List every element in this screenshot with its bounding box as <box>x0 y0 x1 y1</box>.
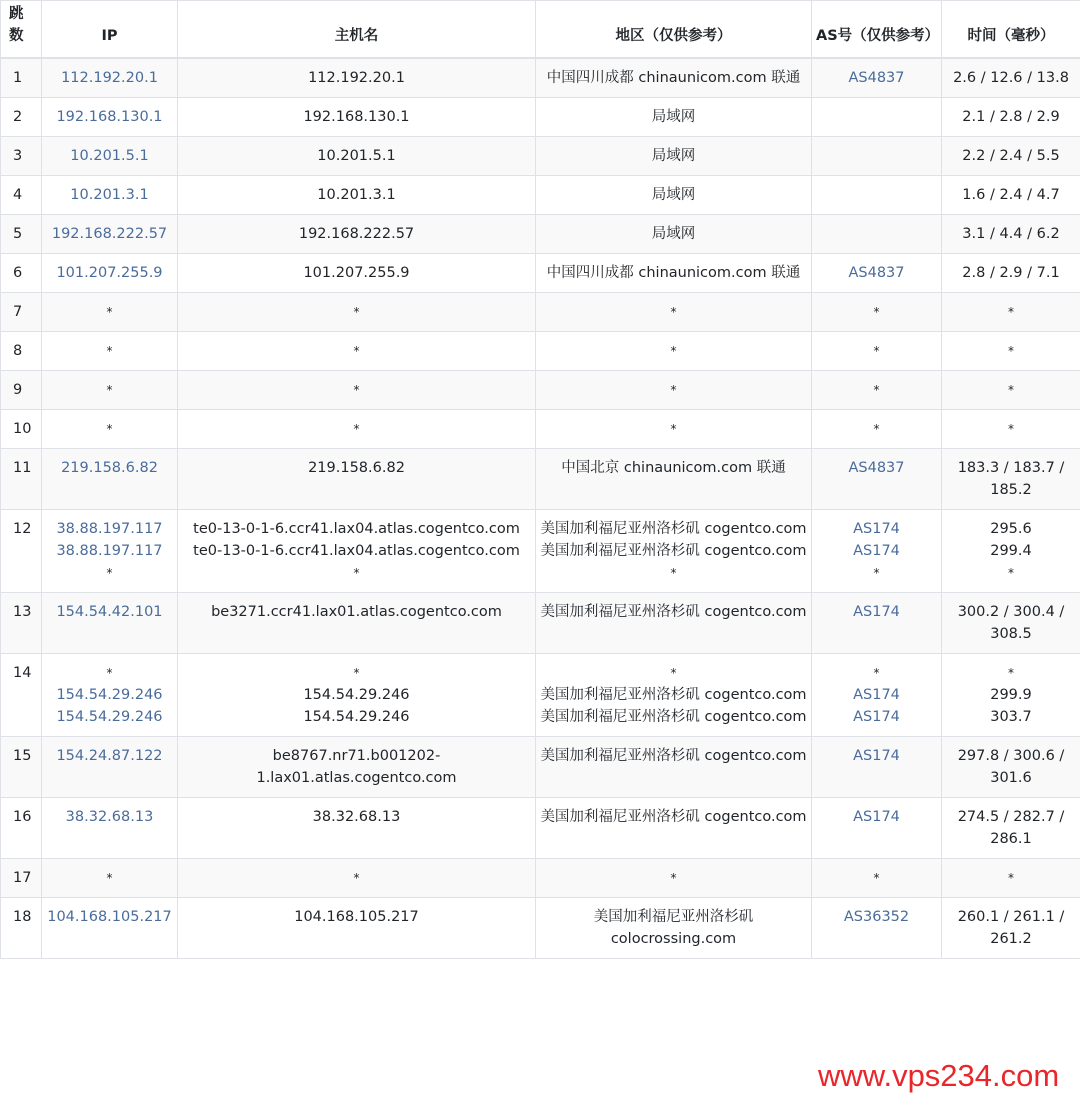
as-link[interactable]: AS174 <box>853 809 900 825</box>
geo-value: 美国加利福尼亚州洛杉矶 cogentco.com <box>540 748 807 764</box>
as-link[interactable]: AS4837 <box>848 460 905 476</box>
hostname-value: * <box>353 422 360 436</box>
time-value: 299.9 <box>990 687 1032 703</box>
ip-cell <box>42 510 178 593</box>
ip-cell <box>42 654 178 737</box>
time-value: 260.1 / 261.1 / 261.2 <box>957 909 1065 947</box>
hostname-value: 154.54.29.246 <box>303 687 410 703</box>
as-cell <box>812 898 942 959</box>
geo-value: 局域网 <box>651 187 696 203</box>
table-row <box>1 737 1080 798</box>
ip-link[interactable]: 192.168.222.57 <box>51 226 168 242</box>
header-time: 时间（毫秒） <box>942 1 1080 59</box>
ip-cell <box>42 593 178 654</box>
hostname-cell <box>178 254 536 293</box>
hostname-cell <box>178 510 536 593</box>
hostname-value: * <box>353 566 360 580</box>
geo-cell <box>536 215 812 254</box>
geo-value: 局域网 <box>651 109 696 125</box>
header-ip: IP <box>42 1 178 59</box>
ip-cell <box>42 332 178 371</box>
hop-cell: 18 <box>1 898 42 959</box>
hostname-value: te0-13-0-1-6.ccr41.lax04.atlas.cogentco.com <box>193 521 520 537</box>
table-row <box>1 332 1080 371</box>
as-cell <box>812 859 942 898</box>
geo-cell <box>536 293 812 332</box>
as-value: * <box>873 383 880 397</box>
hop-cell: 5 <box>1 215 42 254</box>
as-cell <box>812 176 942 215</box>
hop-cell: 11 <box>1 449 42 510</box>
ip-link[interactable]: 154.54.29.246 <box>56 687 163 703</box>
ip-value: * <box>106 344 113 358</box>
hostname-value: te0-13-0-1-6.ccr41.lax04.atlas.cogentco.com <box>193 543 520 559</box>
hostname-cell <box>178 371 536 410</box>
ip-link[interactable]: 154.24.87.122 <box>56 748 163 764</box>
geo-cell <box>536 410 812 449</box>
hop-cell: 1 <box>1 58 42 98</box>
time-value: * <box>1008 666 1014 680</box>
ip-cell <box>42 58 178 98</box>
ip-cell <box>42 371 178 410</box>
geo-value: 中国北京 chinaunicom.com 联通 <box>561 460 786 476</box>
time-value: 295.6 <box>990 521 1032 537</box>
hostname-value: be8767.nr71.b001202-1.lax01.atlas.cogentco.com <box>256 748 457 786</box>
hop-cell: 9 <box>1 371 42 410</box>
as-cell <box>812 449 942 510</box>
time-value: * <box>1008 383 1014 397</box>
ip-cell <box>42 98 178 137</box>
hostname-cell <box>178 176 536 215</box>
geo-cell <box>536 654 812 737</box>
time-cell <box>942 332 1080 371</box>
as-value: * <box>873 305 880 319</box>
hostname-value: * <box>353 666 360 680</box>
geo-cell <box>536 176 812 215</box>
geo-value: * <box>670 666 677 680</box>
hop-cell: 4 <box>1 176 42 215</box>
hostname-value: 219.158.6.82 <box>308 460 405 476</box>
geo-cell <box>536 58 812 98</box>
ip-value: * <box>106 871 113 885</box>
as-link[interactable]: AS4837 <box>848 70 905 86</box>
as-cell <box>812 215 942 254</box>
time-value: 2.8 / 2.9 / 7.1 <box>962 265 1060 281</box>
geo-cell <box>536 510 812 593</box>
hostname-value: 10.201.3.1 <box>317 187 396 203</box>
as-link[interactable]: AS174 <box>853 709 900 725</box>
ip-cell <box>42 898 178 959</box>
hostname-cell <box>178 410 536 449</box>
as-value: * <box>873 666 880 680</box>
time-value: 299.4 <box>990 543 1032 559</box>
hop-cell: 16 <box>1 798 42 859</box>
time-cell <box>942 371 1080 410</box>
ip-value: * <box>106 305 113 319</box>
ip-cell <box>42 410 178 449</box>
geo-value: 美国加利福尼亚州洛杉矶 cogentco.com <box>540 709 807 725</box>
geo-value: 美国加利福尼亚州洛杉矶 colocrossing.com <box>593 909 754 947</box>
header-hop: 跳数 <box>1 1 42 59</box>
time-value: * <box>1008 344 1014 358</box>
hostname-cell <box>178 98 536 137</box>
as-cell <box>812 58 942 98</box>
time-cell <box>942 58 1080 98</box>
geo-value: 美国加利福尼亚州洛杉矶 cogentco.com <box>540 809 807 825</box>
geo-value: 美国加利福尼亚州洛杉矶 cogentco.com <box>540 604 807 620</box>
hostname-value: 112.192.20.1 <box>308 70 405 86</box>
ip-cell <box>42 215 178 254</box>
table-row <box>1 449 1080 510</box>
ip-cell <box>42 859 178 898</box>
table-row <box>1 898 1080 959</box>
hostname-cell <box>178 215 536 254</box>
hop-cell: 6 <box>1 254 42 293</box>
time-cell <box>942 449 1080 510</box>
time-cell <box>942 410 1080 449</box>
ip-value: * <box>106 566 113 580</box>
table-row <box>1 254 1080 293</box>
as-value: * <box>873 344 880 358</box>
ip-cell <box>42 176 178 215</box>
hostname-cell <box>178 859 536 898</box>
hostname-value: 38.32.68.13 <box>312 809 401 825</box>
hostname-cell <box>178 332 536 371</box>
time-value: 274.5 / 282.7 / 286.1 <box>957 809 1065 847</box>
hostname-cell <box>178 593 536 654</box>
table-row <box>1 859 1080 898</box>
ip-link[interactable]: 112.192.20.1 <box>61 70 158 86</box>
ip-cell <box>42 449 178 510</box>
hop-cell: 8 <box>1 332 42 371</box>
ip-link[interactable]: 38.32.68.13 <box>65 809 154 825</box>
as-cell <box>812 371 942 410</box>
time-value: 303.7 <box>990 709 1032 725</box>
geo-value: 局域网 <box>651 148 696 164</box>
time-cell <box>942 293 1080 332</box>
time-cell <box>942 137 1080 176</box>
as-value: * <box>873 422 880 436</box>
geo-value: 美国加利福尼亚州洛杉矶 cogentco.com <box>540 543 807 559</box>
header-geo: 地区（仅供参考） <box>536 1 812 59</box>
hostname-cell <box>178 654 536 737</box>
ip-cell <box>42 254 178 293</box>
table-row <box>1 593 1080 654</box>
hostname-value: 101.207.255.9 <box>303 265 410 281</box>
ip-link[interactable]: 10.201.5.1 <box>70 148 149 164</box>
time-value: * <box>1008 422 1014 436</box>
geo-cell <box>536 593 812 654</box>
table-row <box>1 798 1080 859</box>
as-value: * <box>873 566 880 580</box>
time-cell <box>942 254 1080 293</box>
table-row <box>1 176 1080 215</box>
hop-cell: 17 <box>1 859 42 898</box>
as-cell <box>812 293 942 332</box>
table-row <box>1 98 1080 137</box>
ip-link[interactable]: 38.88.197.117 <box>56 521 163 537</box>
as-cell <box>812 137 942 176</box>
geo-value: 中国四川成都 chinaunicom.com 联通 <box>546 70 801 86</box>
geo-cell <box>536 137 812 176</box>
time-value: 297.8 / 300.6 / 301.6 <box>957 748 1065 786</box>
time-cell <box>942 593 1080 654</box>
time-value: 1.6 / 2.4 / 4.7 <box>962 187 1060 203</box>
geo-cell <box>536 332 812 371</box>
as-link[interactable]: AS174 <box>853 687 900 703</box>
hop-cell: 12 <box>1 510 42 593</box>
geo-value: 局域网 <box>651 226 696 242</box>
hop-cell: 2 <box>1 98 42 137</box>
geo-cell <box>536 737 812 798</box>
hostname-cell <box>178 898 536 959</box>
as-cell <box>812 410 942 449</box>
ip-link[interactable]: 10.201.3.1 <box>70 187 149 203</box>
table-header <box>1 1 1080 59</box>
time-value: * <box>1008 566 1014 580</box>
time-cell <box>942 98 1080 137</box>
ip-cell <box>42 137 178 176</box>
geo-value: * <box>670 566 677 580</box>
geo-value: 美国加利福尼亚州洛杉矶 cogentco.com <box>540 521 807 537</box>
hostname-cell <box>178 737 536 798</box>
geo-value: * <box>670 344 677 358</box>
geo-cell <box>536 798 812 859</box>
geo-cell <box>536 371 812 410</box>
hostname-value: 154.54.29.246 <box>303 709 410 725</box>
ip-value: * <box>106 422 113 436</box>
geo-value: 美国加利福尼亚州洛杉矶 cogentco.com <box>540 687 807 703</box>
as-cell <box>812 254 942 293</box>
time-cell <box>942 176 1080 215</box>
time-cell <box>942 510 1080 593</box>
time-cell <box>942 898 1080 959</box>
as-link[interactable]: AS174 <box>853 604 900 620</box>
hostname-cell <box>178 293 536 332</box>
header-hostname: 主机名 <box>178 1 536 59</box>
time-value: * <box>1008 305 1014 319</box>
geo-value: * <box>670 305 677 319</box>
as-cell <box>812 737 942 798</box>
table-row <box>1 410 1080 449</box>
hostname-cell <box>178 798 536 859</box>
ip-cell <box>42 293 178 332</box>
header-as: AS号（仅供参考） <box>812 1 942 59</box>
table-row <box>1 510 1080 593</box>
time-cell <box>942 859 1080 898</box>
ip-link[interactable]: 154.54.29.246 <box>56 709 163 725</box>
ip-link[interactable]: 219.158.6.82 <box>61 460 158 476</box>
time-cell <box>942 654 1080 737</box>
hostname-cell <box>178 58 536 98</box>
time-value: 2.2 / 2.4 / 5.5 <box>962 148 1060 164</box>
ip-value: * <box>106 666 113 680</box>
time-value: 2.6 / 12.6 / 13.8 <box>953 70 1069 86</box>
hop-cell: 15 <box>1 737 42 798</box>
geo-cell <box>536 898 812 959</box>
watermark: www.vps234.com <box>818 1058 1060 1093</box>
as-link[interactable]: AS174 <box>853 543 900 559</box>
geo-cell <box>536 98 812 137</box>
hostname-value: 10.201.5.1 <box>317 148 396 164</box>
as-link[interactable]: AS174 <box>853 521 900 537</box>
hop-cell: 3 <box>1 137 42 176</box>
table-row <box>1 215 1080 254</box>
as-link[interactable]: AS4837 <box>848 265 905 281</box>
table-row <box>1 654 1080 737</box>
time-cell <box>942 798 1080 859</box>
as-cell <box>812 332 942 371</box>
geo-cell <box>536 449 812 510</box>
geo-cell <box>536 254 812 293</box>
ip-value: * <box>106 383 113 397</box>
table-row <box>1 58 1080 98</box>
as-cell <box>812 98 942 137</box>
hop-cell: 13 <box>1 593 42 654</box>
time-cell <box>942 215 1080 254</box>
geo-value: * <box>670 383 677 397</box>
as-cell <box>812 510 942 593</box>
as-link[interactable]: AS36352 <box>843 909 910 925</box>
ip-cell <box>42 737 178 798</box>
ip-link[interactable]: 154.54.42.101 <box>56 604 163 620</box>
ip-link[interactable]: 104.168.105.217 <box>47 909 172 925</box>
table-row <box>1 371 1080 410</box>
geo-value: * <box>670 422 677 436</box>
hostname-cell <box>178 137 536 176</box>
time-value: 183.3 / 183.7 / 185.2 <box>957 460 1065 498</box>
time-value: 300.2 / 300.4 / 308.5 <box>957 604 1065 642</box>
geo-value: * <box>670 871 677 885</box>
hop-cell: 7 <box>1 293 42 332</box>
table-row <box>1 137 1080 176</box>
hostname-value: * <box>353 383 360 397</box>
as-link[interactable]: AS174 <box>853 748 900 764</box>
hostname-value: * <box>353 871 360 885</box>
hostname-value: 104.168.105.217 <box>294 909 419 925</box>
geo-value: 中国四川成都 chinaunicom.com 联通 <box>546 265 801 281</box>
hostname-cell <box>178 449 536 510</box>
hostname-value: 192.168.222.57 <box>298 226 415 242</box>
time-cell <box>942 737 1080 798</box>
ip-link[interactable]: 38.88.197.117 <box>56 543 163 559</box>
hostname-value: 192.168.130.1 <box>303 109 410 125</box>
as-cell <box>812 593 942 654</box>
hostname-value: * <box>353 344 360 358</box>
table-body <box>1 58 1080 959</box>
as-cell <box>812 798 942 859</box>
hop-cell: 14 <box>1 654 42 737</box>
time-value: 2.1 / 2.8 / 2.9 <box>962 109 1060 125</box>
as-value: * <box>873 871 880 885</box>
hop-cell: 10 <box>1 410 42 449</box>
ip-cell <box>42 798 178 859</box>
ip-link[interactable]: 101.207.255.9 <box>56 265 163 281</box>
ip-link[interactable]: 192.168.130.1 <box>56 109 163 125</box>
hostname-value: * <box>353 305 360 319</box>
as-cell <box>812 654 942 737</box>
geo-cell <box>536 859 812 898</box>
time-value: 3.1 / 4.4 / 6.2 <box>962 226 1060 242</box>
table-row <box>1 293 1080 332</box>
time-value: * <box>1008 871 1014 885</box>
hostname-value: be3271.ccr41.lax01.atlas.cogentco.com <box>211 604 502 620</box>
